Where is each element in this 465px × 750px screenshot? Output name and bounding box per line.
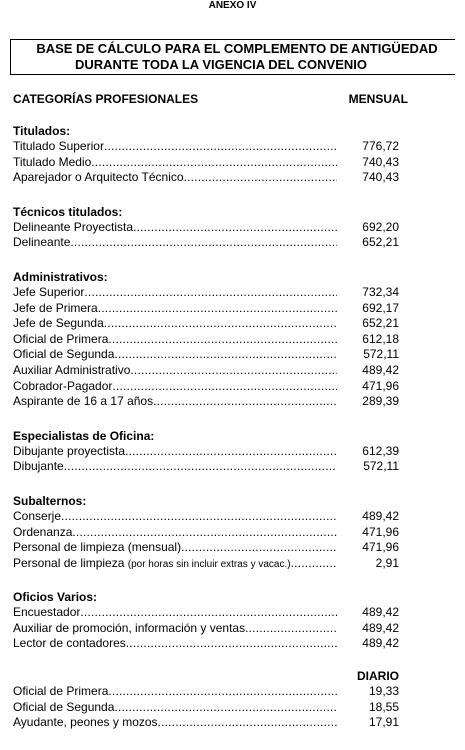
category-value: 489,42 [362, 636, 399, 651]
category-name-text: Jefe Superior [13, 284, 85, 299]
category-section [13, 590, 399, 652]
table-row [13, 394, 399, 410]
category-name [13, 139, 104, 155]
dot-leader [130, 363, 337, 379]
table-row [13, 332, 399, 348]
category-value: 17,91 [368, 715, 399, 730]
category-section [13, 205, 399, 251]
dot-leader [153, 394, 337, 410]
category-value: 692,17 [362, 300, 399, 315]
category-name-text: Auxiliar Administrativo [13, 362, 131, 377]
dot-leader [104, 316, 337, 332]
category-name [13, 220, 133, 236]
category-name-text: Lector de contadores [13, 636, 126, 651]
category-section [13, 494, 399, 571]
category-section [13, 429, 399, 475]
category-value: 776,72 [362, 139, 399, 153]
category-name-text: Titulado Superior [13, 139, 104, 153]
dot-leader [112, 379, 337, 395]
category-value: 289,39 [362, 394, 399, 409]
category-name [13, 684, 108, 700]
annex-title: ANEXO IV [208, 0, 257, 11]
category-name [13, 316, 104, 332]
category-name-text: Dibujante [13, 459, 64, 474]
category-name-text: Jefe de Primera [13, 300, 98, 315]
dot-leader [158, 715, 337, 731]
dot-leader [72, 525, 337, 541]
document-title-line1: BASE DE CÁLCULO PARA EL COMPLEMENTO DE ANTIGÜEDAD [36, 41, 438, 56]
category-value: 740,43 [362, 154, 399, 169]
category-name [13, 556, 291, 573]
document-title-box [10, 39, 455, 75]
table-row [13, 715, 399, 731]
dot-leader [84, 285, 337, 301]
category-value: 471,96 [362, 540, 399, 555]
category-name-text: Conserje [13, 508, 62, 523]
dot-leader [184, 170, 337, 186]
dot-leader [104, 139, 337, 155]
category-value: 489,42 [362, 620, 399, 635]
category-name [13, 285, 84, 301]
category-value: 652,21 [362, 316, 399, 331]
category-value: 471,96 [362, 378, 399, 393]
dot-leader [114, 700, 337, 716]
category-name-text: Delineante Proyectista [13, 219, 134, 234]
category-name-text: Ordenanza [13, 524, 73, 539]
category-name-text: Oficial de Primera [13, 684, 109, 699]
dot-leader [108, 684, 337, 700]
dot-leader [181, 540, 337, 556]
category-value: 732,34 [362, 284, 399, 299]
table-row [13, 684, 399, 700]
category-name [13, 394, 153, 410]
category-name [13, 301, 98, 317]
table-row [13, 155, 399, 171]
category-name [13, 715, 158, 731]
table-row [13, 363, 399, 379]
category-section [13, 270, 399, 410]
category-name-text: Delineante [13, 235, 71, 250]
category-name-text: Titulado Medio [13, 154, 92, 169]
dot-leader [245, 621, 337, 637]
category-name [13, 459, 64, 475]
category-value: 2,91 [375, 555, 399, 570]
section-title: Titulados: [13, 124, 71, 138]
category-section [13, 124, 399, 186]
category-value: 489,42 [362, 605, 399, 620]
table-row [13, 139, 399, 155]
category-name-text: Oficial de Primera [13, 331, 109, 346]
category-value: 471,96 [362, 524, 399, 539]
category-value: 19,33 [368, 684, 399, 699]
table-row [13, 540, 399, 556]
dot-leader [91, 155, 337, 171]
table-row [13, 621, 399, 637]
dot-leader [80, 605, 337, 621]
table-row [13, 285, 399, 301]
dot-leader [114, 347, 337, 363]
category-value: 740,43 [362, 170, 399, 185]
document-title-line2: DURANTE TODA LA VIGENCIA DEL CONVENIO [74, 57, 368, 72]
category-name [13, 235, 70, 251]
category-value: 489,42 [362, 508, 399, 523]
category-name [13, 347, 114, 363]
category-name [13, 509, 61, 525]
category-name [13, 363, 130, 379]
category-value: 572,11 [363, 459, 399, 474]
category-name-text: Personal de limpieza (mensual) [13, 540, 182, 555]
category-name-text: Oficial de Segunda [13, 347, 115, 362]
category-name [13, 170, 184, 186]
category-name [13, 700, 114, 716]
section-title: Especialistas de Oficina: [13, 428, 155, 443]
table-row [13, 379, 399, 395]
category-name [13, 636, 126, 652]
dot-leader [64, 459, 337, 475]
dot-leader [108, 332, 337, 348]
category-name [13, 621, 245, 637]
section-title: Subalternos: [13, 493, 87, 508]
daily-section [13, 669, 399, 731]
header-categories: CATEGORÍAS PROFESIONALES [13, 92, 199, 106]
header-monthly: MENSUAL [348, 92, 408, 106]
section-title: Técnicos titulados: [13, 204, 123, 219]
category-name [13, 444, 125, 460]
category-name-text: Personal de limpieza [13, 555, 125, 570]
category-name [13, 155, 91, 171]
dot-leader [125, 444, 337, 460]
dot-leader [126, 636, 337, 652]
category-value: 572,11 [363, 347, 399, 362]
category-name [13, 379, 112, 395]
dot-leader [61, 509, 337, 525]
category-value: 18,55 [368, 699, 399, 714]
category-value: 489,42 [362, 362, 399, 377]
dot-leader [291, 556, 337, 572]
category-name [13, 525, 72, 541]
category-name-text: Aspirante de 16 a 17 años [13, 394, 154, 409]
table-row [13, 605, 399, 621]
table-row [13, 509, 399, 525]
table-row [13, 459, 399, 475]
header-daily: DIARIO [357, 669, 399, 684]
category-name-text: Encuestador [13, 605, 81, 620]
dot-leader [70, 235, 337, 251]
table-row [13, 301, 399, 317]
table-row [13, 444, 399, 460]
category-name [13, 332, 108, 348]
category-value: 612,39 [362, 443, 399, 458]
category-value: 652,21 [362, 235, 399, 250]
category-name [13, 605, 80, 621]
table-row [13, 170, 399, 186]
category-sections [13, 124, 399, 750]
table-row [13, 347, 399, 363]
category-name-text: Dibujante proyectista [13, 443, 126, 458]
category-name-text: Ayudante, peones y mozos [13, 715, 158, 730]
table-row [13, 700, 399, 716]
dot-leader [98, 301, 337, 317]
dot-leader [133, 220, 337, 236]
category-name-text: Oficial de Segunda [13, 699, 115, 714]
section-title: Oficios Varios: [13, 590, 98, 605]
table-row [13, 525, 399, 541]
table-row [13, 235, 399, 251]
category-value: 612,18 [362, 331, 399, 346]
table-header [13, 91, 408, 107]
section-title: Administrativos: [13, 269, 108, 284]
category-name [13, 540, 181, 556]
category-name-text: Jefe de Segunda [13, 316, 104, 331]
table-row [13, 556, 399, 572]
category-name-text: Auxiliar de promoción, información y ventas [13, 620, 246, 635]
category-name-text: Cobrador-Pagador [13, 378, 113, 393]
table-row [13, 220, 399, 236]
category-name-text: Aparejador o Arquitecto Técnico [13, 170, 184, 185]
category-note: (por horas sin incluir extras y vacac.) [127, 558, 291, 570]
category-value: 692,20 [362, 219, 399, 234]
table-row [13, 636, 399, 652]
table-row [13, 316, 399, 332]
